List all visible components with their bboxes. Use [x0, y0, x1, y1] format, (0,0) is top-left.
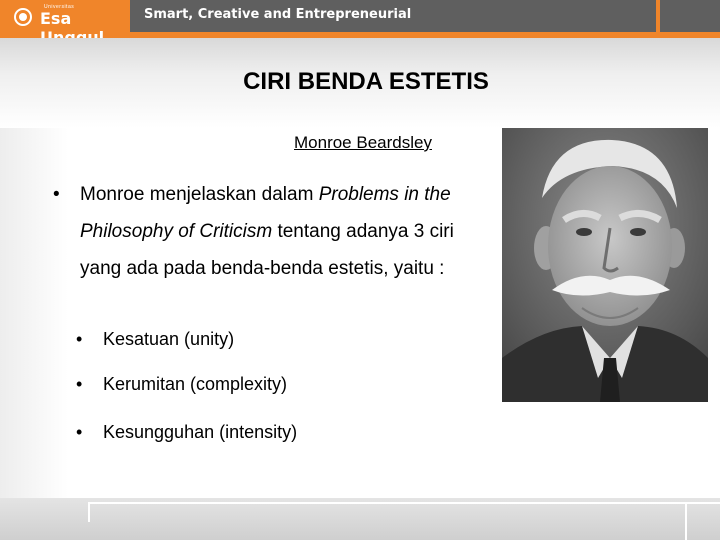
logo-text: Esa — [40, 9, 72, 28]
list-item — [76, 422, 297, 443]
bullet-icon: • — [76, 374, 83, 394]
list-item — [76, 374, 287, 395]
para-text-1: Monroe menjelaskan dalam — [80, 184, 319, 205]
main-paragraph — [80, 176, 490, 287]
list-item — [76, 329, 234, 350]
list-item-label: Kerumitan (complexity) — [103, 374, 288, 394]
tagline: Smart, Creative and Entrepreneurial — [144, 7, 412, 22]
portrait-illustration — [502, 128, 708, 402]
slide-subtitle: Monroe Beardsley — [294, 133, 432, 152]
footer-line — [88, 502, 720, 522]
slide-title: CIRI BENDA ESTETIS — [243, 68, 489, 95]
logo-small-text: Universitas — [44, 4, 75, 10]
book-title: Problems in the Philosophy of Criticism — [80, 184, 451, 242]
portrait-photo — [502, 128, 708, 402]
bullet-icon: • — [53, 184, 60, 205]
list-item-label: Kesatuan (unity) — [103, 329, 235, 349]
logo — [0, 0, 128, 38]
para-text-2: tentang adanya 3 ciri yang ada pada benda-benda estetis, yaitu : — [80, 221, 454, 279]
bullet-icon: • — [76, 422, 83, 442]
list-item-label: Kesungguhan (intensity) — [103, 422, 298, 442]
bullet-icon: • — [76, 329, 83, 349]
footer-divider — [685, 502, 687, 540]
footer-bar — [0, 498, 720, 540]
logo-circle-icon — [14, 8, 32, 26]
tagline-bar — [130, 0, 720, 32]
header-bar — [0, 0, 720, 38]
